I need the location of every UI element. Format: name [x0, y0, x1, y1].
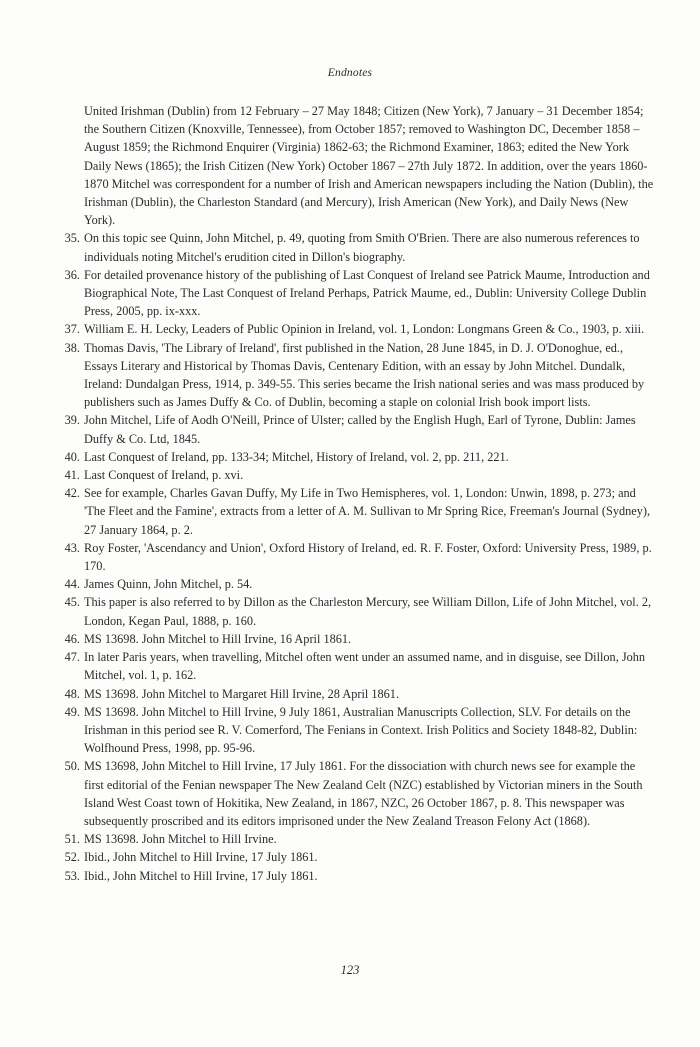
endnote-item [44, 648, 656, 684]
endnote-text: William E. H. Lecky, Leaders of Public Opinion in Ireland, vol. 1, London: Longmans Green & Co., 1903, p. xiii. [84, 322, 645, 337]
endnote-item [44, 339, 656, 412]
endnote-number: 42. [64, 486, 80, 501]
endnote-item [44, 575, 656, 593]
endnote-number: 39. [64, 413, 80, 428]
endnote-text: James Quinn, John Mitchel, p. 54. [84, 577, 253, 592]
endnote-text: MS 13698. John Mitchel to Hill Irvine. [84, 832, 277, 847]
endnote-text: MS 13698, John Mitchel to Hill Irvine, 17 July 1861. For the dissociation with church news see for example the first editorial of the Fenian newspaper The New Zealand Celt (NZC) established by Victorian miners in the South Island West Coast town of Hokitika, New Zealand, in 1867, NZC, 26 October 1867, p. 8. This newspaper was subsequently proscribed and its editors imprisoned under the New Zealand Treason Felony Act (1868). [84, 759, 643, 828]
endnote-text: For detailed provenance history of the publishing of Last Conquest of Ireland see Patrick Maume, Introduction and Biographical Note, The Last Conquest of Ireland Perhaps, Patrick Maume, ed., Dublin: University College Dublin Press, 2005, pp. ix-xxx. [84, 267, 650, 319]
endnote-text: MS 13698. John Mitchel to Margaret Hill Irvine, 28 April 1861. [84, 686, 400, 701]
endnote-number: 51. [64, 832, 80, 847]
endnote-item [44, 685, 656, 703]
endnote-number: 53. [64, 868, 80, 883]
endnote-number: 52. [64, 850, 80, 865]
endnote-text: John Mitchel, Life of Aodh O'Neill, Prince of Ulster; called by the English Hugh, Earl of Tyrone, Dublin: James Duffy & Co. Ltd, 1845. [84, 413, 636, 446]
endnote-item [44, 848, 656, 866]
endnote-item [44, 539, 656, 575]
endnote-number: 48. [64, 686, 80, 701]
endnote-number: 37. [64, 322, 80, 337]
endnote-item [44, 320, 656, 338]
endnote-text: On this topic see Quinn, John Mitchel, p. 49, quoting from Smith O'Brien. There are also numerous references to individuals noting Mitchel's erudition cited in Dillon's biography. [84, 231, 640, 264]
endnote-number: 38. [64, 340, 80, 355]
page-number: 123 [340, 963, 360, 977]
endnote-text: In later Paris years, when travelling, Mitchel often went under an assumed name, and in disguise, see Dillon, John Mitchel, vol. 1, p. 162. [84, 650, 646, 683]
endnote-number: 46. [64, 631, 80, 646]
endnote-number: 43. [64, 540, 80, 555]
endnote-item [44, 448, 656, 466]
endnote-number: 47. [64, 650, 80, 665]
endnote-item [44, 757, 656, 830]
endnote-text: Last Conquest of Ireland, pp. 133-34; Mitchel, History of Ireland, vol. 2, pp. 211, 221. [84, 449, 509, 464]
endnote-item [44, 830, 656, 848]
endnote-number: 41. [64, 468, 80, 483]
endnote-item [44, 266, 656, 321]
endnote-item [44, 466, 656, 484]
running-head: Endnotes [327, 67, 373, 79]
endnote-item [44, 411, 656, 447]
endnote-item [44, 703, 656, 758]
endnote-number: 35. [64, 231, 80, 246]
endnote-number: 40. [64, 449, 80, 464]
endnote-item [44, 867, 656, 885]
endnote-item [44, 484, 656, 539]
endnote-text: MS 13698. John Mitchel to Hill Irvine, 16 April 1861. [84, 631, 352, 646]
endnote-number: 44. [64, 577, 80, 592]
endnote-item [44, 102, 656, 229]
endnote-text: Thomas Davis, 'The Library of Ireland', first published in the Nation, 28 June 1845, in D. J. O'Donoghue, ed., Essays Literary and Historical by Thomas Davis, Centenary Edition, with an essay by John Mitchel. Dundalk, Ireland: Dundalgan Press, 1914, p. 349-55. This series became the Irish national series and was mass produced by publishers such as James Duffy & Co. of Dublin, becoming a staple on colonial Irish book import lists. [84, 340, 645, 410]
endnote-item [44, 593, 656, 629]
endnote-item [44, 630, 656, 648]
endnotes-list [44, 102, 656, 885]
endnote-number: 50. [64, 759, 80, 774]
endnote-text: Ibid., John Mitchel to Hill Irvine, 17 July 1861. [84, 850, 318, 865]
endnote-text: United Irishman (Dublin) from 12 February – 27 May 1848; Citizen (New York), 7 January – 31 December 1854; the Southern Citizen (Knoxville, Tennessee), from October 1857; removed to Washington DC, December 1858 – August 1859; the Richmond Enquirer (Virginia) 1862-63; the Richmond Examiner, 1863; edited the New York Daily News (1865); the Irish Citizen (New York) October 1867 – 27th July 1872. In addition, over the years 1860-1870 Mitchel was correspondent for a number of Irish and American newspapers including the Nation (Dublin), the Irishman (Dublin), the Charleston Standard (and Mercury), Irish American (New York), and Daily News (New York). [84, 104, 654, 228]
endnote-text: Last Conquest of Ireland, p. xvi. [84, 468, 244, 483]
endnote-text: This paper is also referred to by Dillon as the Charleston Mercury, see William Dillon, Life of John Mitchel, vol. 2, London, Kegan Paul, 1888, p. 160. [84, 595, 652, 628]
endnote-text: MS 13698. John Mitchel to Hill Irvine, 9 July 1861, Australian Manuscripts Collection, SLV. For details on the Irishman in this period see R. V. Comerford, The Fenians in Context. Irish Politics and Society 1848-82, Dublin: Wolfhound Press, 1998, pp. 95-96. [84, 704, 638, 756]
endnote-number: 49. [64, 704, 80, 719]
endnote-number: 45. [64, 595, 80, 610]
endnote-text: Ibid., John Mitchel to Hill Irvine, 17 July 1861. [84, 868, 318, 883]
endnote-item [44, 229, 656, 265]
endnote-text: Roy Foster, 'Ascendancy and Union', Oxford History of Ireland, ed. R. F. Foster, Oxford: University Press, 1989, p. 170. [84, 540, 652, 574]
endnote-number: 36. [64, 267, 80, 282]
endnote-text: See for example, Charles Gavan Duffy, My Life in Two Hemispheres, vol. 1, London: Unwin, 1898, p. 273; and 'The Fleet and the Famine', extracts from a letter of A. M. Sullivan to Mr Spring Rice, Freeman's Journal (Sydney), 27 January 1864, p. 2. [84, 486, 651, 537]
